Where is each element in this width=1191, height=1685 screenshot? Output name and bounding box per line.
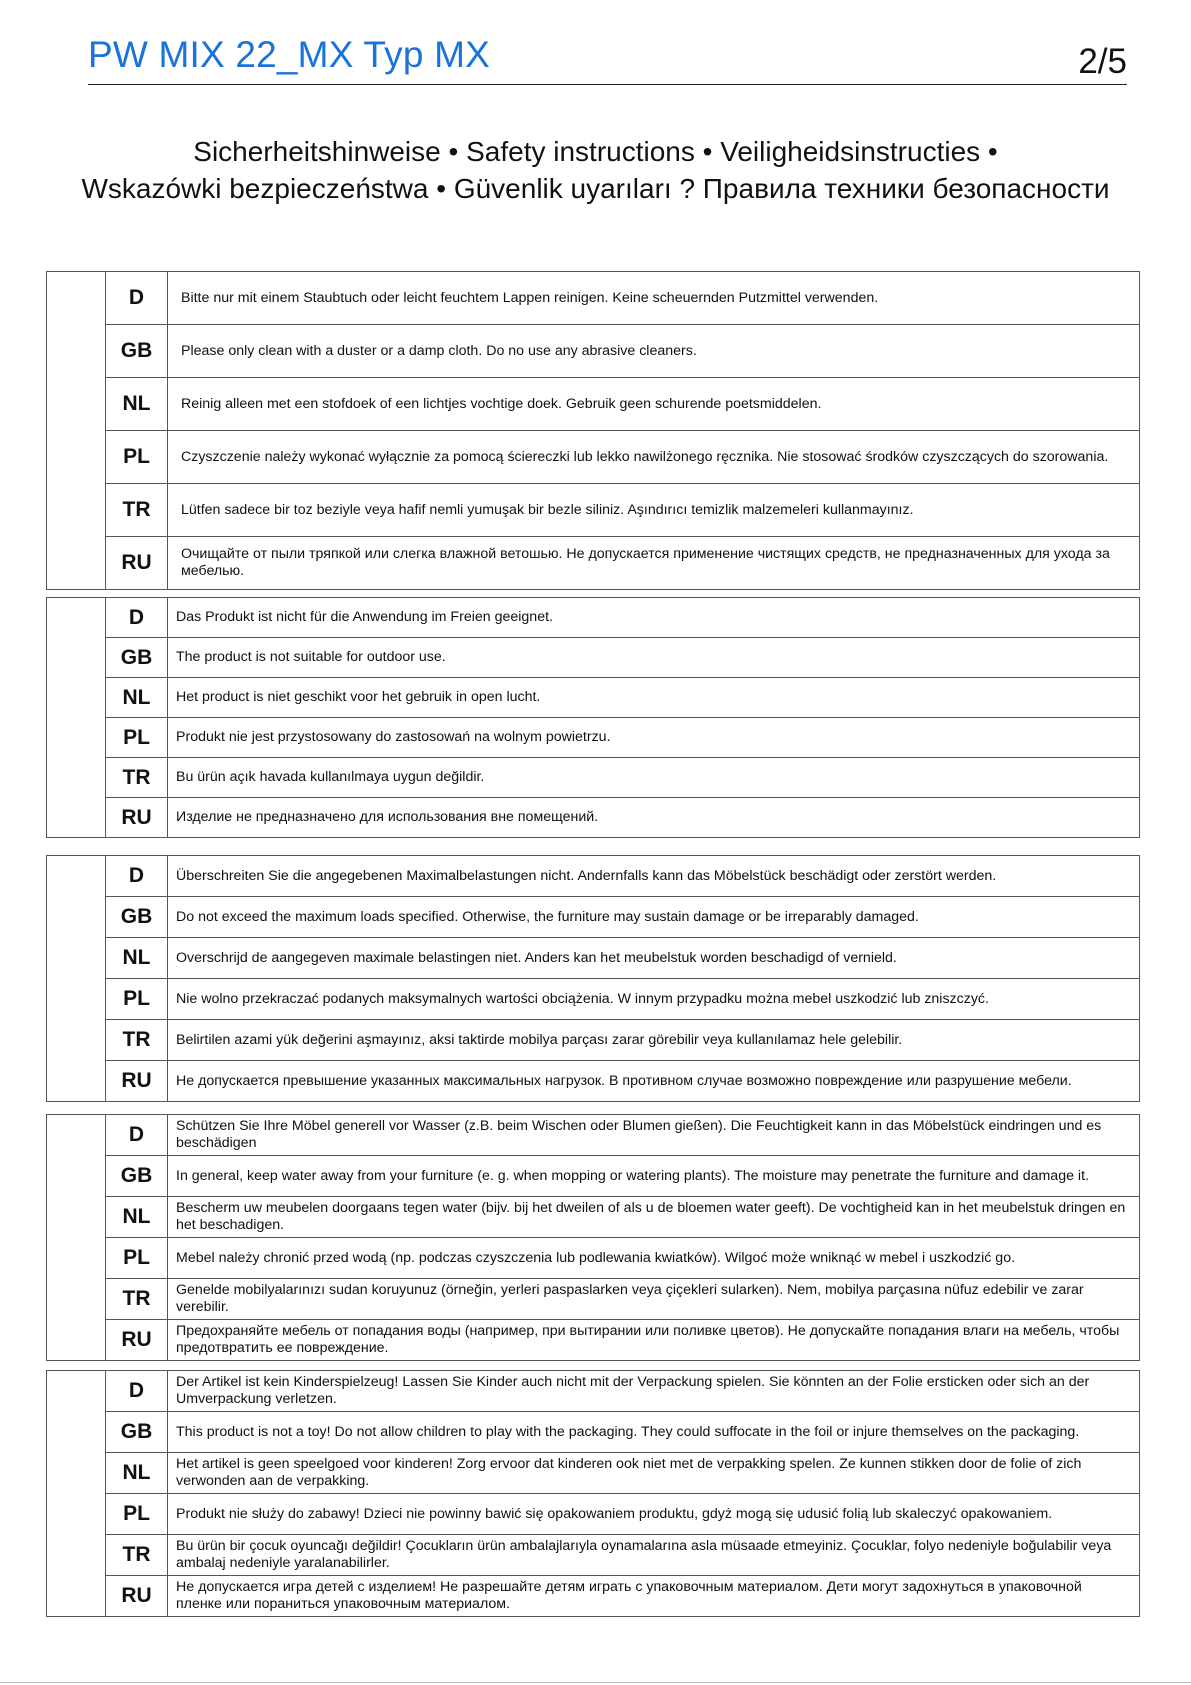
table-row [47, 1576, 1140, 1617]
section-maximum-loads [46, 855, 1140, 1102]
instruction-text: Bu ürün bir çocuk oyuncağı değildir! Çocukların ürün ambalajlarıyla oynamalarına asla müsaade etmeyiniz. Çocuklar, folyo nedeniyle boğulabilir veya ambalaj nedeniyle yaralanabilirler. [168, 1535, 1140, 1576]
instruction-text: This product is not a toy! Do not allow children to play with the packaging. They could suffocate in the foil or injure themselves on the packaging. [168, 1412, 1140, 1453]
language-code: RU [106, 1320, 168, 1361]
table-row [47, 979, 1140, 1020]
instruction-text: Bescherm uw meubelen doorgaans tegen water (bijv. bij het dweilen of als u de bloemen water geeft). De vochtigheid kan in het meubelstuk dringen en het beschadigen. [168, 1197, 1140, 1238]
instruction-text: Schützen Sie Ihre Möbel generell vor Wasser (z.B. beim Wischen oder Blumen gießen). Die Feuchtigkeit kann in das Möbelstück eindringen und es beschädigen [168, 1115, 1140, 1156]
table-row [47, 1156, 1140, 1197]
table-row [47, 537, 1140, 590]
table-row [47, 1371, 1140, 1412]
language-code: RU [106, 798, 168, 838]
instruction-text: Het artikel is geen speelgoed voor kinderen! Zorg ervoor dat kinderen ook niet met de verpakking spelen. Ze kunnen stikken door de folie of zich verwonden aan de verpakking. [168, 1453, 1140, 1494]
header-divider [88, 84, 1127, 85]
language-code: RU [106, 1576, 168, 1617]
table-row [47, 718, 1140, 758]
table-row [47, 598, 1140, 638]
table-row [47, 431, 1140, 484]
instruction-table [46, 855, 1140, 1102]
language-code: GB [106, 1412, 168, 1453]
instruction-text: Het product is niet geschikt voor het gebruik in open lucht. [168, 678, 1140, 718]
table-row [47, 638, 1140, 678]
blank-column [47, 1115, 106, 1361]
table-row [47, 1412, 1140, 1453]
section-outdoor-use [46, 597, 1140, 838]
table-row [47, 1279, 1140, 1320]
table-row [47, 1535, 1140, 1576]
language-code: TR [106, 1279, 168, 1320]
table-row [47, 678, 1140, 718]
table-row [47, 856, 1140, 897]
table-row [47, 325, 1140, 378]
blank-column [47, 1371, 106, 1617]
instruction-text: Produkt nie służy do zabawy! Dzieci nie powinny bawić się opakowaniem produktu, gdyż mogą się udusić folią lub skaleczyć opakowaniem. [168, 1494, 1140, 1535]
table-row [47, 938, 1140, 979]
section-cleaning [46, 271, 1140, 590]
table-row [47, 798, 1140, 838]
language-code: NL [106, 678, 168, 718]
page-bottom-divider [0, 1682, 1191, 1683]
language-code: TR [106, 1535, 168, 1576]
instruction-text: In general, keep water away from your furniture (e. g. when mopping or watering plants). The moisture may penetrate the furniture and damage it. [168, 1156, 1140, 1197]
table-row [47, 1320, 1140, 1361]
language-code: D [106, 272, 168, 325]
table-row [47, 484, 1140, 537]
table-row [47, 1115, 1140, 1156]
instruction-text: Предохраняйте мебель от попадания воды (например, при вытирании или поливке цветов). Не допускайте попадания влаги на мебель, чтобы предотвратить ее повреждение. [168, 1320, 1140, 1361]
language-code: RU [106, 537, 168, 590]
instruction-table [46, 271, 1140, 590]
instruction-text: Please only clean with a duster or a damp cloth. Do no use any abrasive cleaners. [168, 325, 1140, 378]
instruction-text: Изделие не предназначено для использования вне помещений. [168, 798, 1140, 838]
language-code: GB [106, 638, 168, 678]
instruction-text: The product is not suitable for outdoor use. [168, 638, 1140, 678]
language-code: D [106, 1371, 168, 1412]
table-row [47, 1453, 1140, 1494]
table-row [47, 1238, 1140, 1279]
language-code: PL [106, 431, 168, 484]
instruction-text: Belirtilen azami yük değerini aşmayınız, aksi taktirde mobilya parçası zarar görebilir veya kullanılamaz hele gelebilir. [168, 1020, 1140, 1061]
language-code: TR [106, 1020, 168, 1061]
language-code: NL [106, 378, 168, 431]
language-code: D [106, 856, 168, 897]
instruction-text: Czyszczenie należy wykonać wyłącznie za pomocą ściereczki lub lekko nawilżonego ręcznika. Nie stosować środków czyszczących do szorowania. [168, 431, 1140, 484]
instruction-text: Очищайте от пыли тряпкой или слегка влажной ветошью. Не допускается применение чистящих средств, не предназначенных для ухода за мебелью. [168, 537, 1140, 590]
table-row [47, 272, 1140, 325]
instruction-text: Produkt nie jest przystosowany do zastosowań na wolnym powietrzu. [168, 718, 1140, 758]
language-code: GB [106, 897, 168, 938]
instruction-text: Bu ürün açık havada kullanılmaya uygun değildir. [168, 758, 1140, 798]
table-row [47, 378, 1140, 431]
language-code: NL [106, 938, 168, 979]
instruction-text: Der Artikel ist kein Kinderspielzeug! Lassen Sie Kinder auch nicht mit der Verpackung spielen. Sie könnten an der Folie ersticken oder sich an der Umverpackung verletzen. [168, 1371, 1140, 1412]
language-code: D [106, 1115, 168, 1156]
instruction-text: Не допускается превышение указанных максимальных нагрузок. В противном случае возможно повреждение или разрушение мебели. [168, 1061, 1140, 1102]
safety-heading-line-1: Sicherheitshinweise • Safety instructions • Veiligheidsinstructies • [193, 136, 998, 167]
language-code: D [106, 598, 168, 638]
instruction-text: Überschreiten Sie die angegebenen Maximalbelastungen nicht. Andernfalls kann das Möbelstück beschädigt oder zerstört werden. [168, 856, 1140, 897]
instruction-text: Bitte nur mit einem Staubtuch oder leicht feuchtem Lappen reinigen. Keine scheuernden Putzmittel verwenden. [168, 272, 1140, 325]
language-code: RU [106, 1061, 168, 1102]
language-code: PL [106, 979, 168, 1020]
instruction-text: Genelde mobilyalarınızı sudan koruyunuz (örneğin, yerleri paspaslarken veya çiçekleri sularken). Nem, mobilya parçasına nüfuz edebilir ve zarar verebilir. [168, 1279, 1140, 1320]
table-row [47, 1020, 1140, 1061]
language-code: GB [106, 325, 168, 378]
instruction-table [46, 1114, 1140, 1361]
section-not-a-toy [46, 1370, 1140, 1617]
instruction-text: Das Produkt ist nicht für die Anwendung im Freien geeignet. [168, 598, 1140, 638]
language-code: PL [106, 1494, 168, 1535]
blank-column [47, 598, 106, 838]
instruction-text: Overschrijd de aangegeven maximale belastingen niet. Anders kan het meubelstuk worden beschadigd of vernield. [168, 938, 1140, 979]
table-row [47, 1061, 1140, 1102]
instruction-text: Lütfen sadece bir toz beziyle veya hafif nemli yumuşak bir bezle siliniz. Aşındırıcı temizlik malzemeleri kullanmayınız. [168, 484, 1140, 537]
blank-column [47, 856, 106, 1102]
language-code: PL [106, 718, 168, 758]
instruction-text: Mebel należy chronić przed wodą (np. podczas czyszczenia lub podlewania kwiatków). Wilgoć może wniknąć w mebel i uszkodzić go. [168, 1238, 1140, 1279]
language-code: TR [106, 484, 168, 537]
language-code: NL [106, 1197, 168, 1238]
language-code: TR [106, 758, 168, 798]
instruction-text: Не допускается игра детей с изделием! Не разрешайте детям играть с упаковочным материалом. Дети могут задохнуться в упаковочной пленке или пораниться упаковочным материалом. [168, 1576, 1140, 1617]
table-row [47, 758, 1140, 798]
instruction-text: Nie wolno przekraczać podanych maksymalnych wartości obciążenia. W innym przypadku można mebel uszkodzić lub zniszczyć. [168, 979, 1140, 1020]
table-row [47, 897, 1140, 938]
document-title: PW MIX 22_MX Typ MX [88, 34, 491, 75]
language-code: NL [106, 1453, 168, 1494]
table-row [47, 1494, 1140, 1535]
page-number: 2/5 [1078, 42, 1127, 81]
instruction-text: Do not exceed the maximum loads specified. Otherwise, the furniture may sustain damage or be irreparably damaged. [168, 897, 1140, 938]
instruction-table [46, 597, 1140, 838]
section-water-protection [46, 1114, 1140, 1361]
safety-heading-line-2: Wskazówki bezpieczeństwa • Güvenlik uyarıları ? Правила техники безопасности [81, 173, 1110, 204]
language-code: PL [106, 1238, 168, 1279]
instruction-text: Reinig alleen met een stofdoek of een lichtjes vochtige doek. Gebruik geen schurende poetsmiddelen. [168, 378, 1140, 431]
language-code: GB [106, 1156, 168, 1197]
instruction-table [46, 1370, 1140, 1617]
blank-column [47, 272, 106, 590]
table-row [47, 1197, 1140, 1238]
